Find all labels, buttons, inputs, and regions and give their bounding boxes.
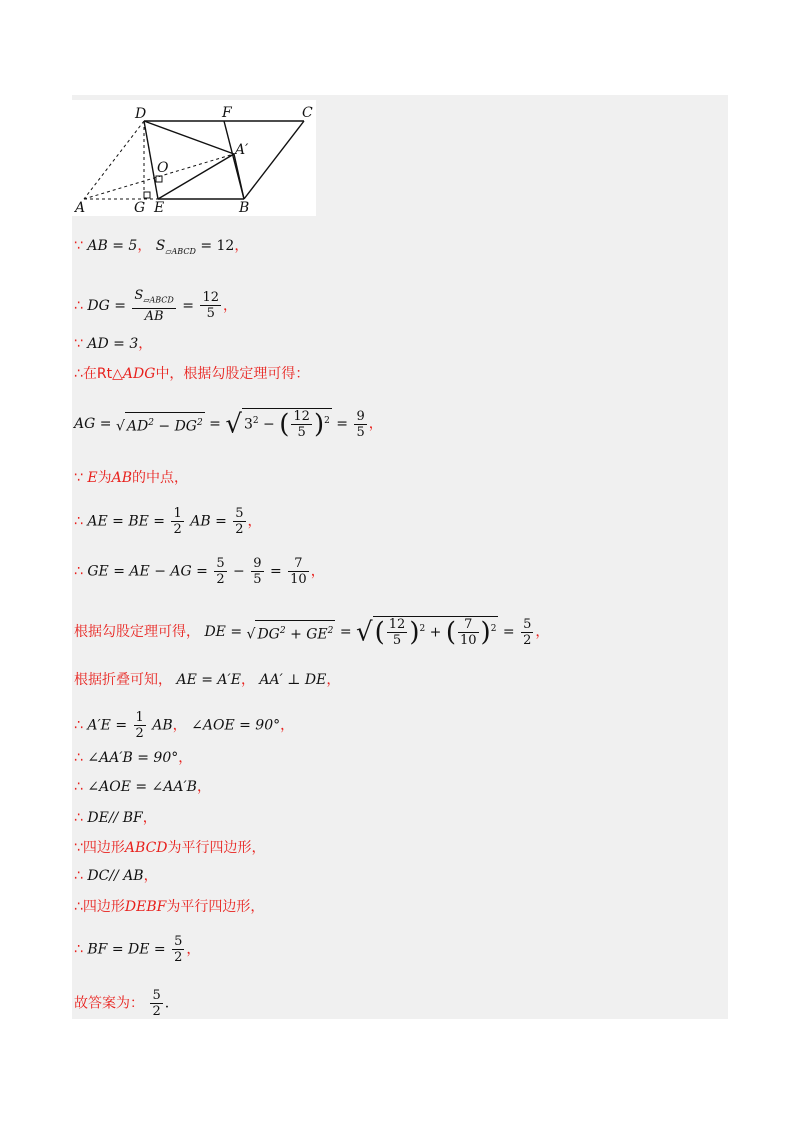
- answer-fraction: [150, 988, 162, 1019]
- equals: =: [502, 624, 515, 640]
- label-A-prime: A′: [235, 142, 249, 158]
- equals: =: [336, 416, 349, 432]
- therefore-symbol: ∴: [74, 810, 83, 826]
- ag-lhs: AG =: [74, 416, 112, 432]
- frac-num: 7: [288, 556, 309, 572]
- minus: −: [233, 563, 245, 580]
- comma: ，: [143, 868, 158, 884]
- step-7: [74, 506, 262, 537]
- period: .: [164, 995, 170, 1012]
- frac-num: 12: [202, 290, 220, 306]
- frac-den: 5: [297, 425, 306, 440]
- text: 的中点，: [132, 470, 189, 486]
- area-s: S: [155, 238, 166, 254]
- fraction: [134, 710, 146, 741]
- frac-den: 2: [135, 726, 144, 741]
- frac-num: 1: [135, 710, 144, 725]
- frac-den: 2: [174, 950, 183, 965]
- triangle-name: ADG: [122, 366, 156, 382]
- text: 根据折叠可知，: [74, 672, 172, 688]
- quad-debf: DEBF: [124, 899, 167, 915]
- sqrt: √ $DG^2 + GE^2$: [247, 620, 336, 645]
- perpendicular: AA′ ⊥ DE: [259, 672, 327, 688]
- text: ∵四边形: [74, 840, 125, 856]
- radicand-2: + GE: [290, 626, 328, 643]
- frac-den: 2: [152, 1004, 161, 1019]
- comma: ，: [138, 336, 153, 352]
- ab-term: AB =: [190, 513, 227, 530]
- fraction: [458, 617, 479, 648]
- area-value: = 12: [200, 238, 235, 254]
- therefore-symbol: ∴: [74, 868, 83, 884]
- therefore-symbol: ∴: [74, 563, 83, 580]
- equals: =: [269, 563, 282, 580]
- text: 根据勾股定理可得，: [74, 624, 200, 640]
- radicand-1: DG: [257, 626, 280, 643]
- ab-term: AB: [152, 717, 173, 734]
- step-12: [74, 748, 192, 768]
- radicand-1: AD: [126, 418, 149, 435]
- fold-equality: AE = A′E: [176, 672, 241, 688]
- comma: ，: [142, 810, 157, 826]
- because-symbol: ∵: [74, 336, 83, 352]
- comma: ，: [186, 941, 201, 958]
- step-2: [74, 288, 237, 324]
- sqrt: √( $\frac{12}{5}$ )$^2$ + ( $\frac{7}{10}$ )$^2$: [356, 617, 497, 648]
- frac-den: 5: [253, 572, 262, 587]
- therefore-symbol: ∴: [74, 941, 83, 958]
- quad-abcd: ABCD: [124, 840, 168, 856]
- frac-num-sub: ▱ABCD: [143, 295, 174, 305]
- sqrt: √ $AD^2 - DG^2$: [116, 412, 205, 437]
- therefore-symbol: ∴: [74, 297, 83, 314]
- therefore-symbol: ∴: [74, 779, 83, 795]
- comma: ，: [240, 672, 255, 688]
- frac-num: 12: [293, 409, 310, 424]
- step-9: [74, 616, 549, 648]
- angle-aab: ∠AA′B = 90°: [87, 750, 179, 766]
- bf-lhs: BF = DE =: [87, 941, 166, 958]
- frac-num: 5: [152, 988, 161, 1003]
- rt-triangle: Rt△: [96, 366, 123, 382]
- plus: +: [429, 624, 442, 641]
- step-15: [74, 838, 266, 858]
- step-16: [74, 866, 158, 886]
- therefore-symbol: ∴: [74, 717, 83, 734]
- frac-den: 5: [392, 633, 402, 648]
- segment-ab: AB: [111, 470, 133, 486]
- step-18: [74, 934, 200, 965]
- frac-num: 9: [356, 408, 365, 424]
- frac-num: 9: [253, 556, 262, 571]
- label-E: E: [154, 200, 165, 216]
- frac-den: AB: [144, 308, 164, 324]
- frac-num: 5: [235, 506, 244, 521]
- area-symbol: [156, 238, 196, 254]
- ge-lhs: GE = AE − AG =: [87, 563, 208, 580]
- fraction: [132, 288, 175, 324]
- area-sub: ▱ABCD: [165, 246, 196, 256]
- text: 为平行四边形，: [167, 840, 266, 856]
- frac-den: 10: [460, 633, 477, 648]
- ae-lhs: AE = BE =: [87, 513, 166, 530]
- step-11: [74, 710, 294, 741]
- comma: ，: [196, 779, 211, 795]
- frac-num: 12: [388, 617, 406, 632]
- comma: ，: [234, 238, 249, 254]
- therefore-symbol: ∴: [74, 750, 83, 766]
- comma: ，: [137, 238, 152, 254]
- step-19: [74, 988, 169, 1019]
- label-A: A: [75, 200, 86, 216]
- parallel-de-bf: DE// BF: [87, 810, 143, 826]
- text: 为平行四边形，: [166, 899, 265, 915]
- comma: ，: [535, 624, 550, 640]
- therefore-symbol: ∴: [74, 513, 83, 530]
- because-symbol: ∵: [74, 470, 83, 486]
- frac-num: 5: [174, 934, 183, 949]
- ae-prime-lhs: A′E =: [87, 717, 128, 734]
- frac-den: 2: [235, 522, 244, 537]
- angle-aoe: ∠AOE = 90°: [191, 717, 281, 734]
- fraction: [171, 506, 183, 537]
- comma: ，: [368, 416, 383, 432]
- text: ∴四边形: [74, 899, 125, 915]
- equals: =: [182, 297, 195, 314]
- step-10: [74, 670, 340, 690]
- equals: =: [209, 416, 221, 432]
- sqrt: √ $3^2$ − ( $\frac{12}{5}$ )$^2$: [225, 409, 330, 440]
- base: 3: [243, 416, 253, 433]
- fraction: [200, 290, 221, 321]
- label-D: D: [135, 106, 147, 122]
- step-13: [74, 777, 211, 797]
- fraction: [233, 506, 245, 537]
- frac-den: 5: [356, 424, 365, 440]
- fraction: [291, 409, 312, 440]
- geometry-figure: [72, 100, 316, 216]
- fraction: [172, 934, 184, 965]
- comma: ，: [280, 717, 295, 734]
- frac-num: 5: [216, 556, 225, 571]
- equals: =: [339, 624, 352, 640]
- radicand-2: − DG: [158, 418, 197, 435]
- frac-num: 7: [458, 617, 479, 633]
- text: ∴在: [74, 366, 97, 382]
- frac-num: S: [134, 288, 144, 303]
- comma: ，: [326, 672, 341, 688]
- parallelogram-diagram: [72, 100, 316, 216]
- comma: ，: [223, 297, 238, 314]
- label-G: G: [134, 200, 146, 216]
- comma: ，: [178, 750, 193, 766]
- point-e: E: [87, 470, 98, 486]
- ab-value: AB = 5: [87, 238, 138, 254]
- frac-den: 2: [523, 632, 532, 648]
- fraction: [251, 556, 263, 587]
- step-5: [74, 408, 383, 440]
- comma: ，: [247, 513, 262, 530]
- fraction: [387, 617, 408, 648]
- frac-num: 1: [173, 506, 182, 521]
- frac-den: 5: [206, 306, 215, 322]
- fraction: [214, 556, 226, 587]
- label-O: O: [157, 160, 169, 176]
- de-lhs: DE =: [204, 624, 243, 640]
- label-C: C: [302, 105, 313, 121]
- step-8: [74, 556, 325, 587]
- text: 中，根据勾股定理可得：: [155, 366, 310, 382]
- frac-den: 2: [173, 522, 182, 537]
- comma: ，: [172, 717, 187, 734]
- ad-value: AD = 3: [87, 336, 139, 352]
- fraction: [354, 409, 366, 440]
- label-F: F: [222, 105, 232, 121]
- because-symbol: ∵: [74, 238, 83, 254]
- fraction: [288, 556, 309, 587]
- answer-label: 故答案为：: [74, 995, 144, 1012]
- angle-equality: ∠AOE = ∠AA′B: [87, 779, 197, 795]
- comma: ，: [310, 563, 325, 580]
- step-3: [74, 334, 152, 354]
- minus: −: [263, 416, 275, 433]
- fraction: [521, 617, 533, 648]
- step-4: [74, 364, 309, 384]
- parallel-dc-ab: DC// AB: [87, 868, 144, 884]
- frac-num: 5: [523, 616, 532, 632]
- text: 为: [97, 470, 112, 486]
- step-1: [74, 236, 248, 262]
- dg-lhs: DG =: [87, 297, 126, 314]
- label-B: B: [239, 200, 250, 216]
- frac-den: 10: [290, 572, 307, 587]
- step-17: [74, 897, 264, 917]
- step-14: [74, 808, 157, 828]
- step-6: [74, 468, 188, 488]
- frac-den: 2: [216, 572, 225, 587]
